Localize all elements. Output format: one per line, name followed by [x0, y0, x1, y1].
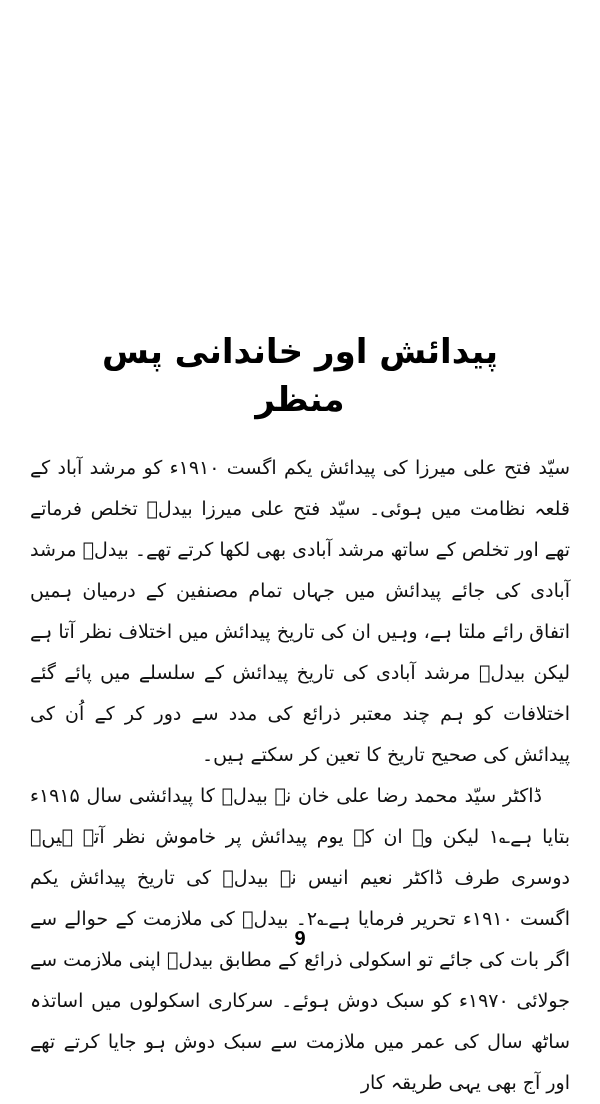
body-text [30, 448, 570, 1104]
chapter-title: پیدائش اور خاندانی پس منظر [102, 332, 498, 420]
paragraph-birth-details: سیّد فتح علی میرزا کی پیدائش یکم اگست ۱۹۱۰ء کو مرشد آباد کے قلعہ نظامت میں ہوئی۔ سیّد فتح علی میرزا بیدلؔ تخلص فرماتے تھے اور تخلص کے ساتھ مرشد آبادی بھی لکھا کرتے تھے۔ بیدلؔ مرشد آبادی کی جائے پیدائش میں جہاں تمام مصنفین کے درمیان ہمیں اتفاق رائے ملتا ہے، وہیں ان کی تاریخ پیدائش میں اختلاف نظر آتا ہے لیکن بیدلؔ مرشد آبادی کی تاریخ پیدائش کے سلسلے میں پائے گئے اختلافات کو ہم چند معتبر ذرائع کی مدد سے دور کر کے اُن کی پیدائش کی صحیح تاریخ کا تعین کر سکتے ہیں۔ [30, 457, 570, 766]
page-number: 9 [294, 928, 306, 950]
paragraph-birth-year-sources: ڈاکٹر سیّد محمد رضا علی خان نے بیدلؔ کا پیدائشی سال ۱۹۱۵ء بتایا ہے؎۱ لیکن وہ ان کے یوم پیدائش پر خاموش نظر آتے ہیں۔ دوسری طرف ڈاکٹر نعیم انیس نے بیدلؔ کی تاریخ پیدائش یکم اگست ۱۹۱۰ء تحریر فرمایا ہے؎۲۔ بیدلؔ کی ملازمت کے حوالے سے اگر بات کی جائے تو اسکولی ذرائع کے مطابق بیدلؔ اپنی ملازمت سے جولائی ۱۹۷۰ء کو سبک دوش ہوئے۔ سرکاری اسکولوں میں اساتذہ ساٹھ سال کی عمر میں ملازمت سے سبک دوش ہو جایا کرتے تھے اور آج بھی یہی طریقہ کار [30, 785, 571, 1094]
